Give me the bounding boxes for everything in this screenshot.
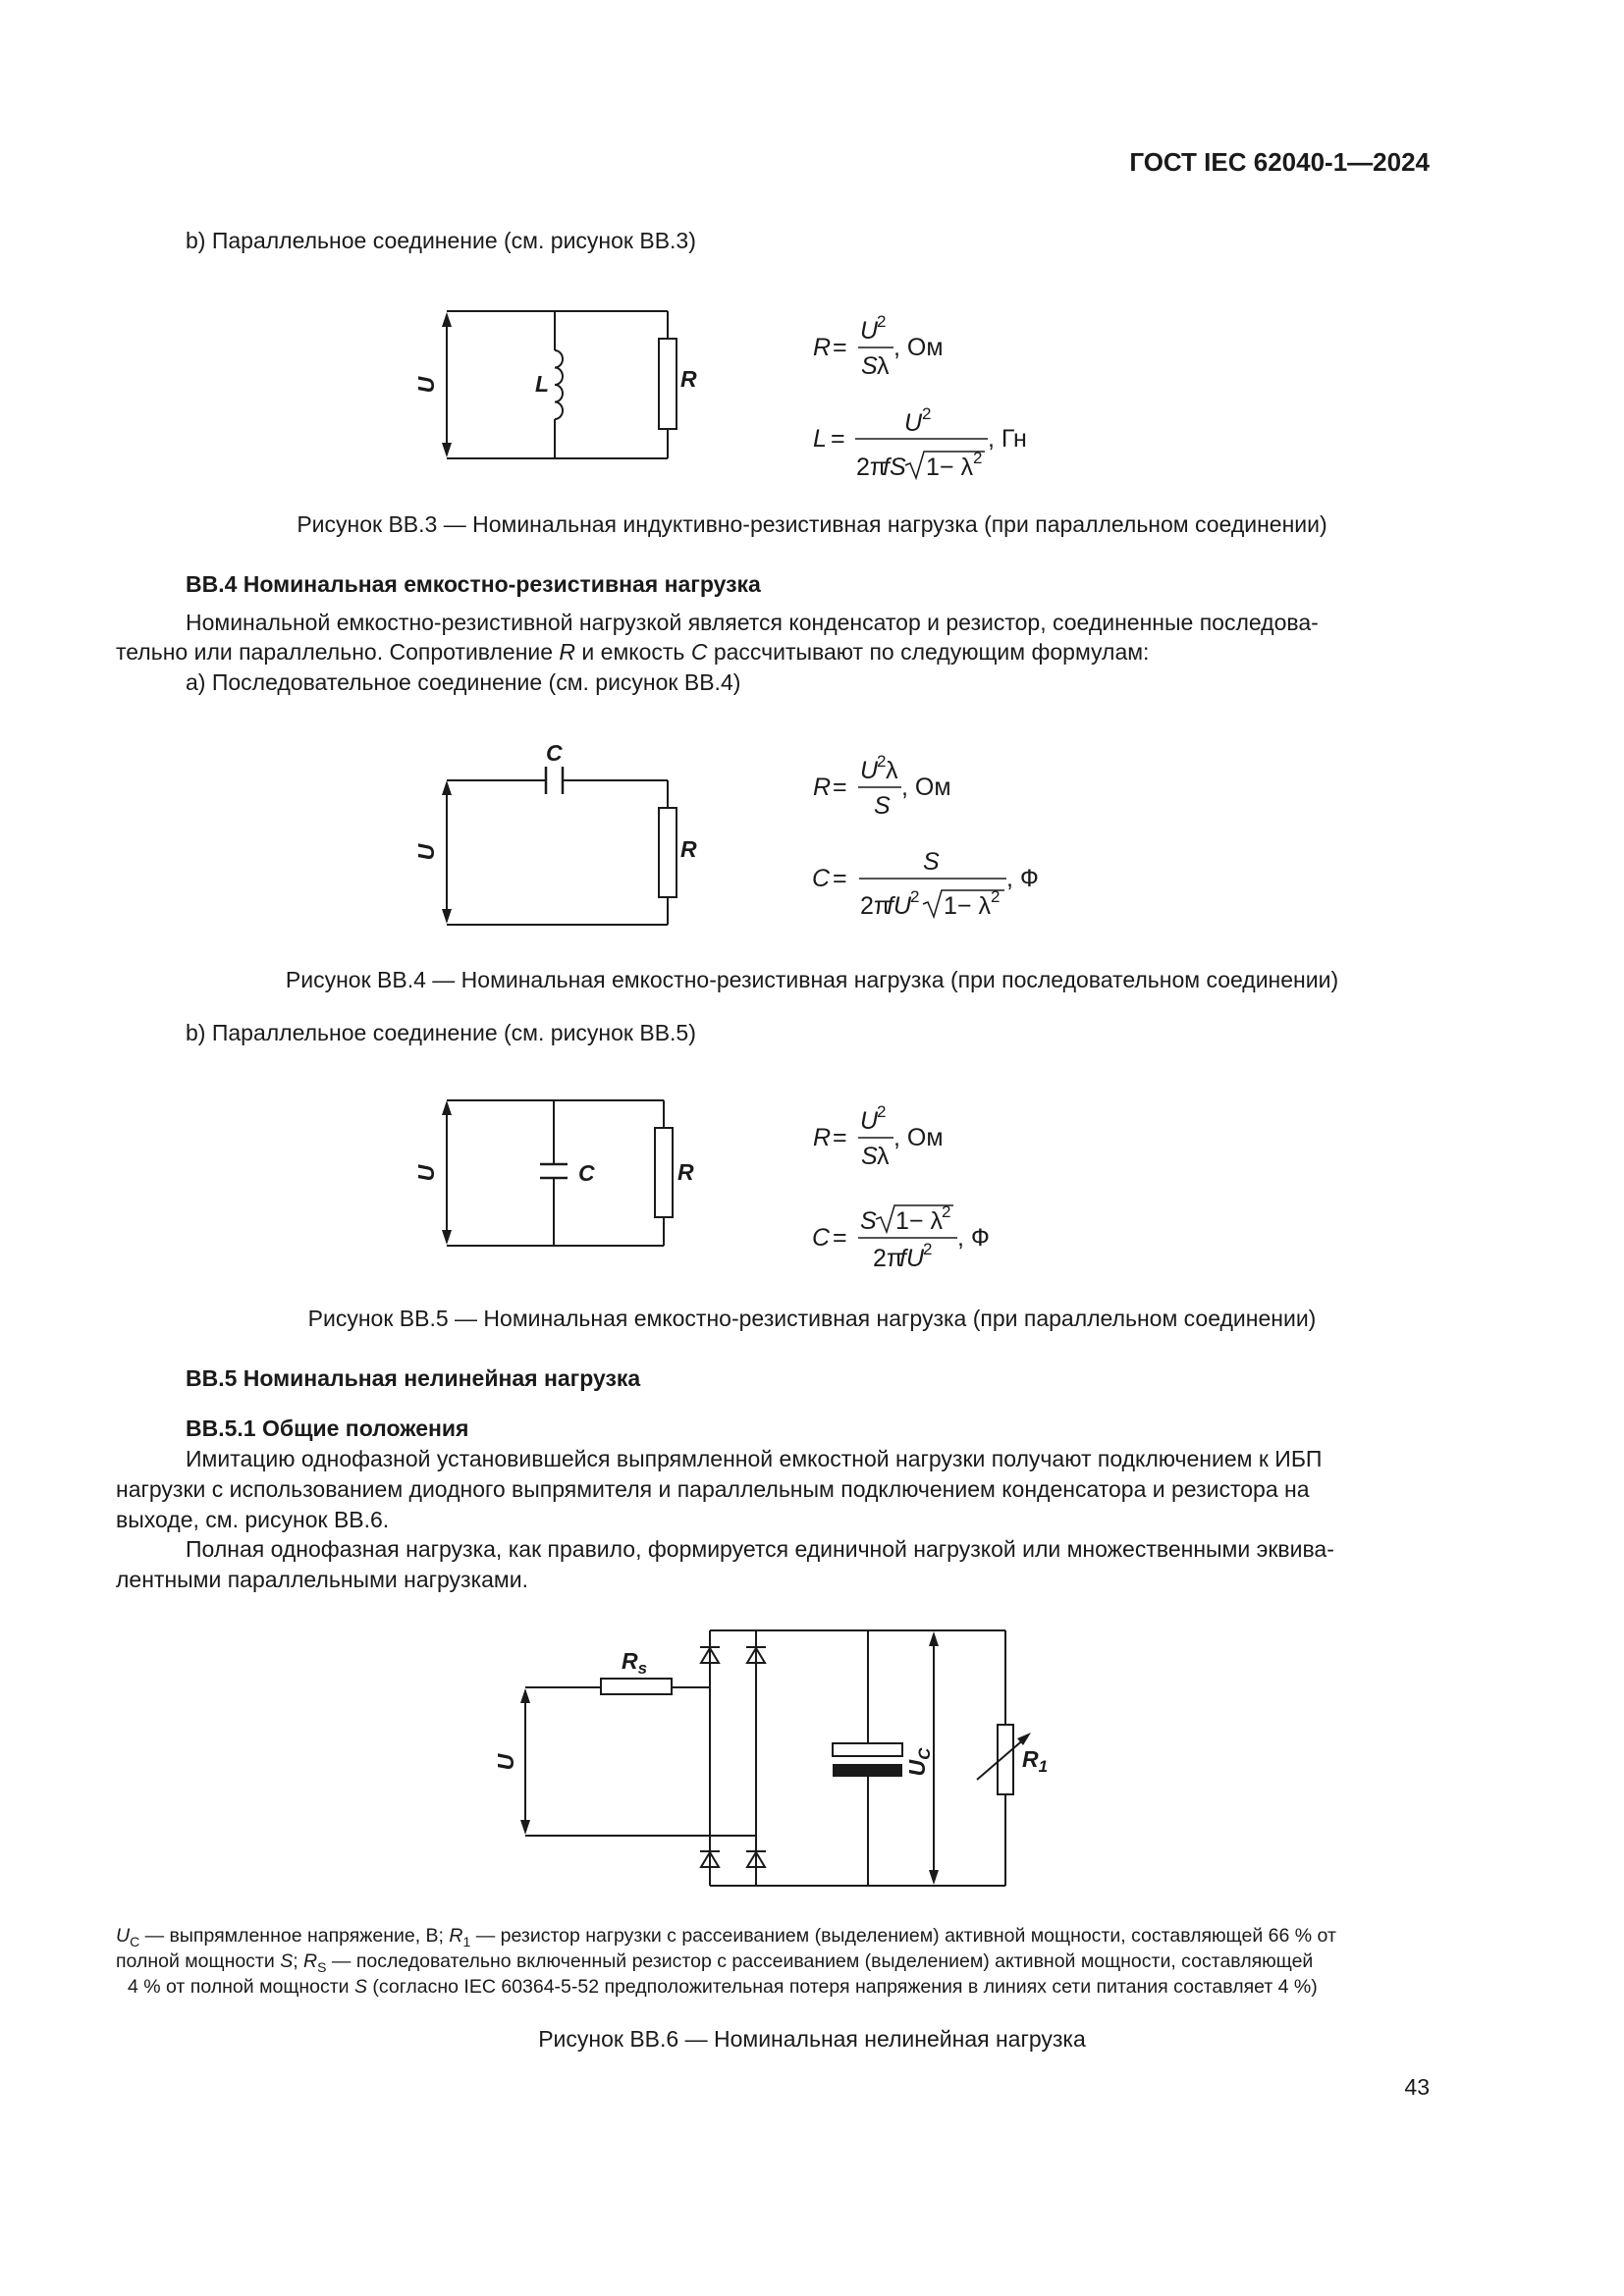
svg-text:λ: λ [877, 352, 890, 380]
figure-bb6-caption: Рисунок ВВ.6 — Номинальная нелинейная нагрузка [538, 2026, 1086, 2052]
bb3-label-r: R [680, 366, 697, 392]
svg-text:U: U [860, 757, 879, 784]
bb5-unit-c: , Ф [957, 1224, 990, 1252]
svg-text:2: 2 [973, 449, 983, 467]
bb6-label-uc: $U_C$ [904, 1747, 934, 1777]
svg-text:1− λ: 1− λ [895, 1207, 943, 1235]
svg-text:2: 2 [923, 1240, 933, 1258]
svg-text:U: U [904, 409, 923, 437]
bb5-label-r: R [677, 1159, 694, 1185]
svg-text:2: 2 [877, 312, 887, 331]
svg-text:=: = [831, 425, 845, 453]
section-bb5-para2-line1: Полная однофазная нагрузка, как правило, формируется единичной нагрузкой или множественными эквива- [186, 1536, 1334, 1562]
svg-text:1− λ: 1− λ [926, 454, 973, 481]
svg-text:U: U [860, 317, 879, 345]
svg-text:=: = [833, 865, 847, 892]
bb3-unit-r: , Ом [893, 334, 944, 361]
svg-text:R: R [813, 334, 832, 361]
bb4-unit-c: , Ф [1006, 865, 1039, 892]
svg-text:R: R [813, 1124, 832, 1151]
bb6-label-u: U [493, 1753, 518, 1771]
paragraph-parallel-bb5: b) Параллельное соединение (см. рисунок ВВ.5) [186, 1020, 696, 1045]
svg-text:fU: fU [887, 892, 911, 920]
bb6-capacitor-plate-positive [833, 1743, 902, 1756]
section-bb5-para1-line3: выходе, см. рисунок ВВ.6. [116, 1507, 390, 1532]
figure-bb3-caption: Рисунок ВВ.3 — Номинальная индуктивно-резистивная нагрузка (при параллельном соединении) [297, 511, 1327, 537]
bb5-unit-r: , Ом [893, 1124, 944, 1151]
paragraph-series-bb4: a) Последовательное соединение (см. рисунок ВВ.4) [186, 669, 741, 695]
bb4-label-c: C [546, 740, 563, 766]
bb3-label-u: U [413, 376, 439, 394]
svg-text:1− λ: 1− λ [944, 892, 991, 920]
svg-text:S: S [923, 848, 940, 876]
svg-text:2π: 2π [873, 1245, 904, 1272]
bb6-label-r1: $R_1$ [1022, 1746, 1049, 1776]
svg-text:fU: fU [899, 1245, 924, 1272]
svg-text:fS: fS [883, 454, 906, 481]
svg-text:2: 2 [910, 887, 920, 906]
figure-bb6-legend-line2: полной мощности S; $R_S$ — последовательно включенный резистор с рассеиванием (выделением) активной мощности, составляющей [116, 1950, 1314, 1975]
svg-text:C: C [812, 1224, 831, 1252]
svg-text:2: 2 [991, 887, 1001, 906]
bb6-resistor-rs [601, 1679, 672, 1694]
svg-text:2π: 2π [860, 892, 892, 920]
bb6-capacitor-plate-negative [833, 1764, 902, 1777]
svg-text:S: S [874, 792, 891, 820]
svg-text:=: = [833, 774, 847, 801]
svg-text:2: 2 [922, 404, 932, 423]
section-bb5-1-title: ВВ.5.1 Общие положения [186, 1415, 469, 1441]
svg-text:S: S [860, 1207, 877, 1235]
svg-text:C: C [812, 865, 831, 892]
svg-text:U: U [860, 1107, 879, 1135]
bb4-unit-r: , Ом [901, 774, 951, 801]
section-bb5-para1-line2: нагрузки с использованием диодного выпрямителя и параллельным подключением конденсатора и резистора на [116, 1476, 1310, 1502]
bb5-label-c: C [578, 1160, 595, 1186]
svg-text:λ: λ [886, 757, 898, 784]
page-number: 43 [1404, 2074, 1430, 2100]
bb5-label-u: U [413, 1164, 439, 1182]
svg-text:=: = [833, 1224, 847, 1252]
bb4-label-r: R [680, 836, 697, 862]
svg-text:2: 2 [877, 1102, 887, 1121]
svg-text:2π: 2π [856, 454, 888, 481]
section-bb4-title: ВВ.4 Номинальная емкостно-резистивная нагрузка [186, 571, 761, 597]
figure-bb6-legend-line1: $U_C$ — выпрямленное напряжение, В; $R_1$ — резистор нагрузки с рассеиванием (выделением) активной мощности, составляющей 66 % от [116, 1925, 1336, 1949]
svg-text:S: S [861, 1143, 878, 1170]
figure-bb5-caption: Рисунок ВВ.5 — Номинальная емкостно-резистивная нагрузка (при параллельном соединении) [307, 1306, 1317, 1331]
document-standard-id: ГОСТ IEC 62040-1—2024 [1129, 147, 1430, 177]
bb3-label-l: L [535, 371, 550, 397]
bb4-label-u: U [413, 843, 439, 861]
figure-bb6-legend-line3: 4 % от полной мощности S (согласно IEC 60364-5-52 предположительная потеря напряжения в линиях сети питания составляет 4 %) [128, 1976, 1318, 1998]
section-bb4-para-line2: тельно или параллельно. Сопротивление R и емкость C рассчитывают по следующим формулам: [116, 639, 1150, 665]
bb6-label-rs: $R_s$ [622, 1648, 648, 1678]
svg-text:=: = [833, 1124, 847, 1151]
section-bb5-para2-line2: лентными параллельными нагрузками. [116, 1567, 528, 1592]
bb3-unit-l: , Гн [988, 425, 1027, 453]
svg-text:R: R [813, 774, 832, 801]
section-bb4-para-line1: Номинальной емкостно-резистивной нагрузкой является конденсатор и резистор, соединенные последова- [186, 610, 1319, 635]
figure-bb4-caption: Рисунок ВВ.4 — Номинальная емкостно-резистивная нагрузка (при последовательном соединении) [285, 967, 1339, 992]
paragraph-parallel-bb3: b) Параллельное соединение (см. рисунок ВВ.3) [186, 228, 696, 253]
svg-text:S: S [861, 352, 878, 380]
svg-text:2: 2 [877, 752, 887, 771]
section-bb5-para1-line1: Имитацию однофазной установившейся выпрямленной емкостной нагрузки получают подключением к ИБП [186, 1446, 1323, 1471]
section-bb5-title: ВВ.5 Номинальная нелинейная нагрузка [186, 1365, 641, 1391]
svg-text:2: 2 [942, 1202, 951, 1221]
svg-text:λ: λ [877, 1143, 890, 1170]
svg-text:=: = [833, 334, 847, 361]
svg-text:L: L [813, 425, 827, 453]
